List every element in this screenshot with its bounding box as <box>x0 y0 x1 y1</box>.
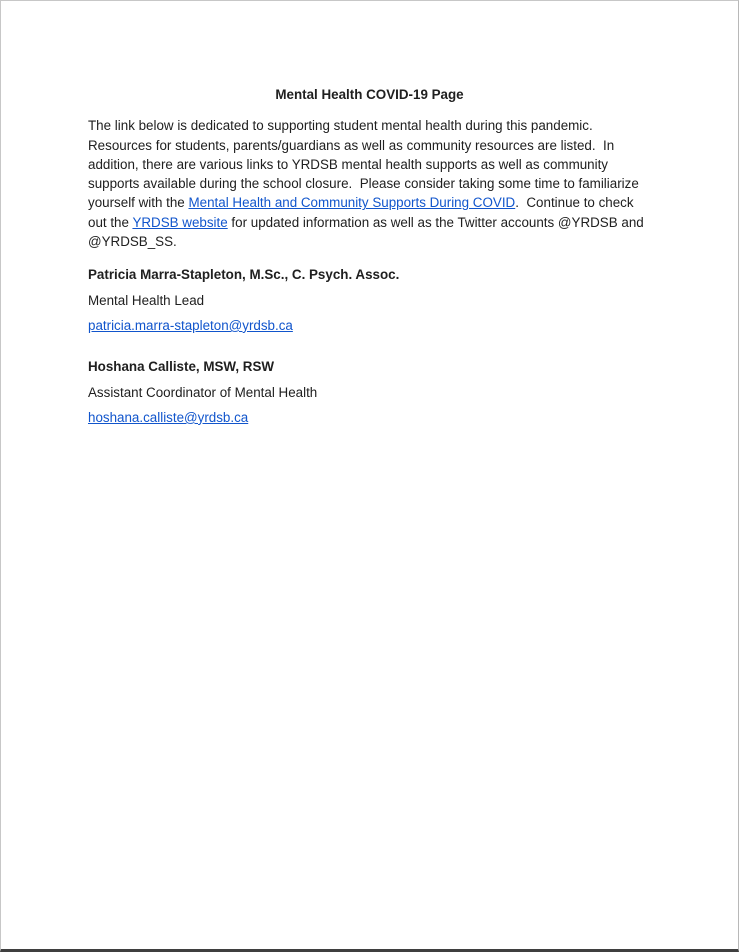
contact-email-link[interactable]: patricia.marra-stapleton@yrdsb.ca <box>88 317 293 333</box>
yrdsb-website-link[interactable]: YRDSB website <box>132 214 228 230</box>
page-title: Mental Health COVID-19 Page <box>275 87 464 102</box>
contact-role: Mental Health Lead <box>88 292 205 308</box>
intro-text-segment: The link below is dedicated to supporting student mental health during this pandemic. Resources for students, parents/guardians as well as community resources are listed. In addition, there are various links to YRDSB mental health supports as well as community supports available during the school closure. Please consider taking some time to familiarize yourself with the <box>88 118 643 211</box>
intro-text-segment: . Continue to check out the <box>88 195 638 230</box>
intro-text-segment: for updated information as well as the Twitter accounts @YRDSB and @YRDSB_SS. <box>88 214 648 250</box>
intro-paragraph <box>88 116 651 251</box>
contact-name: Hoshana Calliste, MSW, RSW <box>88 359 275 375</box>
contact-block-assistant-coordinator <box>88 357 651 427</box>
contact-role: Assistant Coordinator of Mental Health <box>88 384 318 400</box>
contact-email-link[interactable]: hoshana.calliste@yrdsb.ca <box>88 409 249 425</box>
contact-name: Patricia Marra-Stapleton, M.Sc., C. Psych. Assoc. <box>88 267 400 283</box>
mental-health-supports-link[interactable]: Mental Health and Community Supports During COVID <box>188 195 516 211</box>
contact-email-line <box>88 316 651 335</box>
contact-email-line <box>88 408 651 427</box>
contact-block-mental-health-lead <box>88 265 651 335</box>
